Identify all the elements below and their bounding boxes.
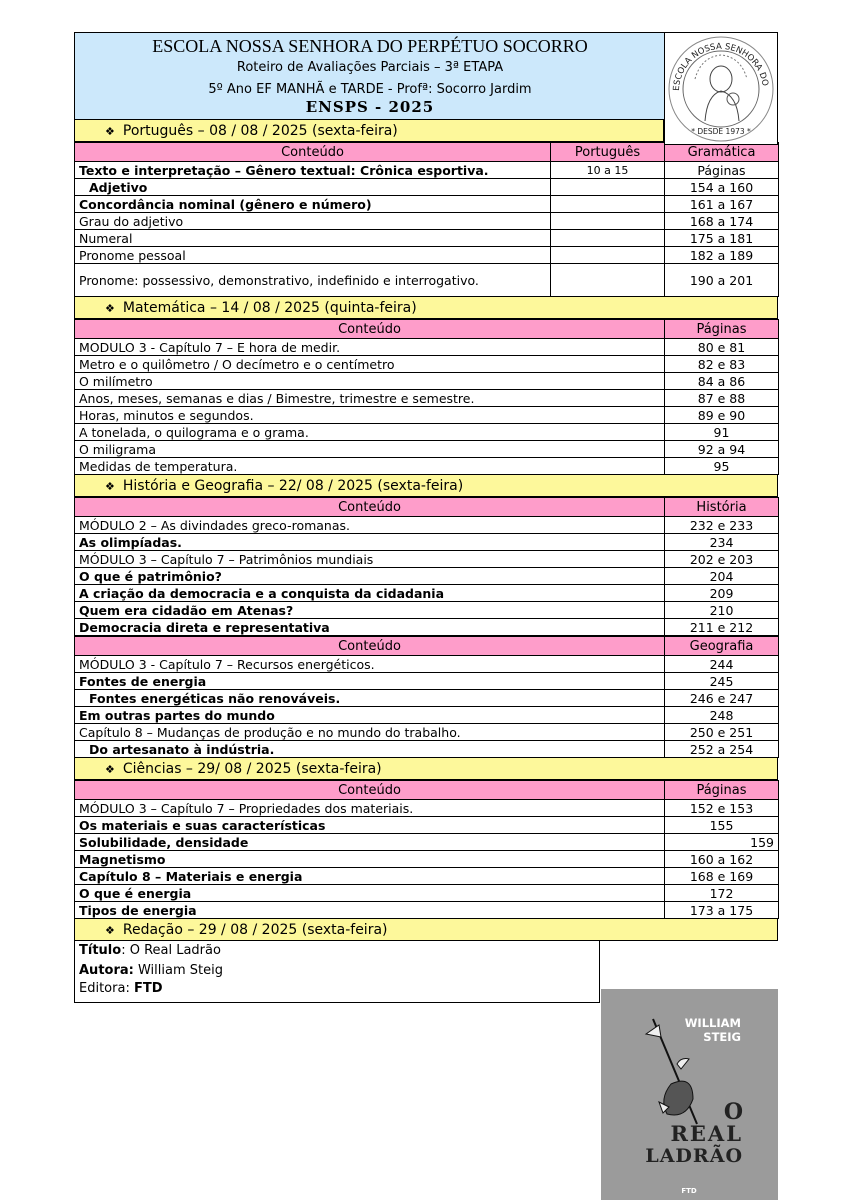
pages-cell: 91 bbox=[665, 424, 779, 441]
table-row bbox=[75, 868, 779, 885]
content-cell: MÓDULO 3 – Capítulo 7 – Propriedades dos materiais. bbox=[75, 800, 665, 817]
school-code: ENSPS - 2025 bbox=[305, 98, 435, 116]
cover-title-line1: O bbox=[723, 1099, 743, 1125]
column-header: Páginas bbox=[665, 320, 779, 339]
content-cell: Metro e o quilômetro / O decímetro e o centímetro bbox=[75, 356, 665, 373]
pages-cell: 154 a 160 bbox=[665, 179, 779, 196]
content-cell: Medidas de temperatura. bbox=[75, 458, 665, 475]
pages-cell: 234 bbox=[665, 534, 779, 551]
table-row bbox=[75, 800, 779, 817]
table-row bbox=[75, 602, 779, 619]
diamond-bullet-icon: ❖ bbox=[105, 763, 115, 776]
section-redacao-title bbox=[74, 919, 778, 941]
table-row bbox=[75, 264, 779, 297]
pages-cell: 159 bbox=[665, 834, 779, 851]
table-row bbox=[75, 851, 779, 868]
table-row bbox=[75, 517, 779, 534]
column-header: Gramática bbox=[665, 143, 779, 162]
table-row bbox=[75, 902, 779, 919]
content-cell: Fontes energéticas não renováveis. bbox=[75, 690, 665, 707]
content-cell: Solubilidade, densidade bbox=[75, 834, 665, 851]
cover-author-line1: WILLIAM bbox=[684, 1016, 741, 1030]
pages-cell: 95 bbox=[665, 458, 779, 475]
content-cell: MÓDULO 3 - Capítulo 7 – Recursos energéticos. bbox=[75, 656, 665, 673]
table-row bbox=[75, 619, 779, 636]
content-cell: Grau do adjetivo bbox=[75, 213, 551, 230]
pages-cell: 152 e 153 bbox=[665, 800, 779, 817]
content-cell: A tonelada, o quilograma e o grama. bbox=[75, 424, 665, 441]
content-cell: Quem era cidadão em Atenas? bbox=[75, 602, 665, 619]
cover-title-line2: REAL bbox=[670, 1121, 743, 1146]
content-cell: Os materiais e suas características bbox=[75, 817, 665, 834]
geografia-table bbox=[74, 636, 779, 758]
pages-cell bbox=[551, 213, 665, 230]
pages-cell bbox=[551, 196, 665, 213]
pages-cell: 175 a 181 bbox=[665, 230, 779, 247]
column-header: Geografia bbox=[665, 637, 779, 656]
table-row bbox=[75, 673, 779, 690]
table-row bbox=[75, 741, 779, 758]
content-cell: Numeral bbox=[75, 230, 551, 247]
table-header-row bbox=[75, 498, 779, 517]
cover-title-line3: LADRÃO bbox=[645, 1145, 743, 1167]
logo-since-text: * DESDE 1973 * bbox=[691, 127, 751, 136]
content-cell: MÓDULO 2 – As divindades greco-romanas. bbox=[75, 517, 665, 534]
school-name: ESCOLA NOSSA SENHORA DO PERPÉTUO SOCORRO bbox=[152, 36, 588, 56]
table-row bbox=[75, 885, 779, 902]
pages-cell: 168 a 174 bbox=[665, 213, 779, 230]
pages-cell: 161 a 167 bbox=[665, 196, 779, 213]
table-row bbox=[75, 373, 779, 390]
pages-cell: 204 bbox=[665, 568, 779, 585]
column-header: Páginas bbox=[665, 781, 779, 800]
pages-cell: 182 a 189 bbox=[665, 247, 779, 264]
table-row bbox=[75, 162, 779, 179]
pages-cell: 168 e 169 bbox=[665, 868, 779, 885]
table-row bbox=[75, 724, 779, 741]
section-ciencias-title bbox=[74, 758, 778, 780]
content-cell: Capítulo 8 – Materiais e energia bbox=[75, 868, 665, 885]
column-header: Conteúdo bbox=[75, 320, 665, 339]
section-portugues-title bbox=[74, 120, 664, 142]
pages-cell: 244 bbox=[665, 656, 779, 673]
school-seal-icon bbox=[665, 33, 777, 144]
content-cell: Capítulo 8 – Mudanças de produção e no mundo do trabalho. bbox=[75, 724, 665, 741]
svg-text:ESCOLA NOSSA SENHORA DO PERPÉT bbox=[665, 33, 770, 91]
content-cell: Pronome pessoal bbox=[75, 247, 551, 264]
pages-cell bbox=[551, 264, 665, 297]
pages-cell: 245 bbox=[665, 673, 779, 690]
content-cell: Texto e interpretação – Gênero textual: Crônica esportiva. bbox=[75, 162, 551, 179]
content-cell: O miligrama bbox=[75, 441, 665, 458]
diamond-bullet-icon: ❖ bbox=[105, 924, 115, 937]
pages-cell: 155 bbox=[665, 817, 779, 834]
table-row bbox=[75, 424, 779, 441]
cover-publisher: FTD bbox=[681, 1187, 697, 1195]
content-cell: O milímetro bbox=[75, 373, 665, 390]
pages-cell: 209 bbox=[665, 585, 779, 602]
pages-cell: 173 a 175 bbox=[665, 902, 779, 919]
diamond-bullet-icon: ❖ bbox=[105, 480, 115, 493]
column-header: Conteúdo bbox=[75, 498, 665, 517]
content-cell: Tipos de energia bbox=[75, 902, 665, 919]
redacao-details bbox=[74, 941, 600, 1003]
content-cell: Horas, minutos e segundos. bbox=[75, 407, 665, 424]
pages-cell: 82 e 83 bbox=[665, 356, 779, 373]
column-header: Conteúdo bbox=[75, 781, 665, 800]
diamond-bullet-icon: ❖ bbox=[105, 302, 115, 315]
content-cell: Em outras partes do mundo bbox=[75, 707, 665, 724]
section-title-text: Ciências – 29/ 08 / 2025 (sexta-feira) bbox=[122, 761, 382, 777]
cover-author-line2: STEIG bbox=[703, 1030, 741, 1044]
matematica-table bbox=[74, 319, 779, 475]
pages-cell bbox=[551, 247, 665, 264]
header-block bbox=[74, 32, 665, 120]
book-cover-image bbox=[601, 989, 778, 1200]
pages-cell: 87 e 88 bbox=[665, 390, 779, 407]
content-cell: MODULO 3 - Capítulo 7 – E hora de medir. bbox=[75, 339, 665, 356]
table-row bbox=[75, 407, 779, 424]
pages-cell: 232 e 233 bbox=[665, 517, 779, 534]
content-cell: Concordância nominal (gênero e número) bbox=[75, 196, 551, 213]
table-header-row bbox=[75, 320, 779, 339]
table-row bbox=[75, 213, 779, 230]
pages-cell: 202 e 203 bbox=[665, 551, 779, 568]
pages-cell: 10 a 15 bbox=[551, 162, 665, 179]
table-row bbox=[75, 356, 779, 373]
table-row bbox=[75, 817, 779, 834]
column-header: Conteúdo bbox=[75, 637, 665, 656]
pages-cell: 211 e 212 bbox=[665, 619, 779, 636]
content-cell: Pronome: possessivo, demonstrativo, indefinido e interrogativo. bbox=[75, 264, 551, 297]
content-cell: O que é patrimônio? bbox=[75, 568, 665, 585]
content-cell: Democracia direta e representativa bbox=[75, 619, 665, 636]
pages-cell bbox=[551, 230, 665, 247]
table-row bbox=[75, 834, 779, 851]
table-row bbox=[75, 339, 779, 356]
column-header: Conteúdo bbox=[75, 143, 551, 162]
pages-cell: 248 bbox=[665, 707, 779, 724]
diamond-bullet-icon: ❖ bbox=[105, 125, 115, 138]
pages-cell: 84 a 86 bbox=[665, 373, 779, 390]
table-row bbox=[75, 441, 779, 458]
evaluation-schedule bbox=[74, 32, 778, 1003]
pages-cell: 250 e 251 bbox=[665, 724, 779, 741]
halberd-knight-icon bbox=[646, 1019, 697, 1124]
table-row bbox=[75, 551, 779, 568]
column-header: Português bbox=[551, 143, 665, 162]
pages-cell: 80 e 81 bbox=[665, 339, 779, 356]
book-publisher-line bbox=[79, 981, 599, 999]
school-logo bbox=[664, 32, 778, 145]
pages-cell: 252 a 254 bbox=[665, 741, 779, 758]
historia-table bbox=[74, 497, 779, 636]
column-header: História bbox=[665, 498, 779, 517]
publisher-label: Editora: bbox=[79, 981, 134, 996]
pages-cell: 89 e 90 bbox=[665, 407, 779, 424]
table-row bbox=[75, 534, 779, 551]
section-title-text: Português – 08 / 08 / 2025 (sexta-feira) bbox=[122, 123, 398, 139]
table-row bbox=[75, 585, 779, 602]
pages-cell bbox=[551, 179, 665, 196]
pages-cell: Páginas bbox=[665, 162, 779, 179]
content-cell: Anos, meses, semanas e dias / Bimestre, trimestre e semestre. bbox=[75, 390, 665, 407]
table-row bbox=[75, 690, 779, 707]
pages-cell: 190 a 201 bbox=[665, 264, 779, 297]
table-row bbox=[75, 230, 779, 247]
book-cover-illustration bbox=[601, 989, 778, 1200]
pages-cell: 246 e 247 bbox=[665, 690, 779, 707]
title-label: Título bbox=[79, 943, 122, 958]
logo-ring-text: ESCOLA NOSSA SENHORA DO bbox=[671, 41, 770, 92]
content-cell: A criação da democracia e a conquista da cidadania bbox=[75, 585, 665, 602]
table-header-row bbox=[75, 637, 779, 656]
pages-cell: 172 bbox=[665, 885, 779, 902]
table-row bbox=[75, 196, 779, 213]
publisher-value: FTD bbox=[133, 981, 163, 996]
pages-cell: 210 bbox=[665, 602, 779, 619]
content-cell: O que é energia bbox=[75, 885, 665, 902]
table-row bbox=[75, 568, 779, 585]
class-teacher-line: 5º Ano EF MANHÃ e TARDE - Profª: Socorro Jardim bbox=[208, 82, 532, 97]
section-historia-geografia-title bbox=[74, 475, 778, 497]
content-cell: Magnetismo bbox=[75, 851, 665, 868]
book-title-line bbox=[79, 941, 599, 961]
table-row bbox=[75, 458, 779, 475]
table-row bbox=[75, 707, 779, 724]
author-value: William Steig bbox=[133, 963, 223, 978]
table-header-row bbox=[75, 781, 779, 800]
content-cell: Do artesanato à indústria. bbox=[75, 741, 665, 758]
table-row bbox=[75, 179, 779, 196]
section-title-text: Matemática – 14 / 08 / 2025 (quinta-feira) bbox=[122, 300, 417, 316]
table-row bbox=[75, 390, 779, 407]
content-cell: MÓDULO 3 – Capítulo 7 – Patrimônios mundiais bbox=[75, 551, 665, 568]
section-title-text: História e Geografia – 22/ 08 / 2025 (sexta-feira) bbox=[122, 478, 464, 494]
ciencias-table bbox=[74, 780, 779, 919]
portugues-table bbox=[74, 142, 779, 297]
pages-cell: 160 a 162 bbox=[665, 851, 779, 868]
content-cell: Adjetivo bbox=[75, 179, 551, 196]
section-title-text: Redação – 29 / 08 / 2025 (sexta-feira) bbox=[122, 922, 388, 938]
title-value: : O Real Ladrão bbox=[121, 943, 221, 958]
table-row bbox=[75, 656, 779, 673]
document-subtitle: Roteiro de Avaliações Parciais – 3ª ETAPA bbox=[236, 60, 504, 75]
author-label: Autora: bbox=[79, 963, 134, 978]
table-row bbox=[75, 247, 779, 264]
book-author-line bbox=[79, 961, 599, 981]
content-cell: Fontes de energia bbox=[75, 673, 665, 690]
pages-cell: 92 a 94 bbox=[665, 441, 779, 458]
content-cell: As olimpíadas. bbox=[75, 534, 665, 551]
section-matematica-title bbox=[74, 297, 778, 319]
